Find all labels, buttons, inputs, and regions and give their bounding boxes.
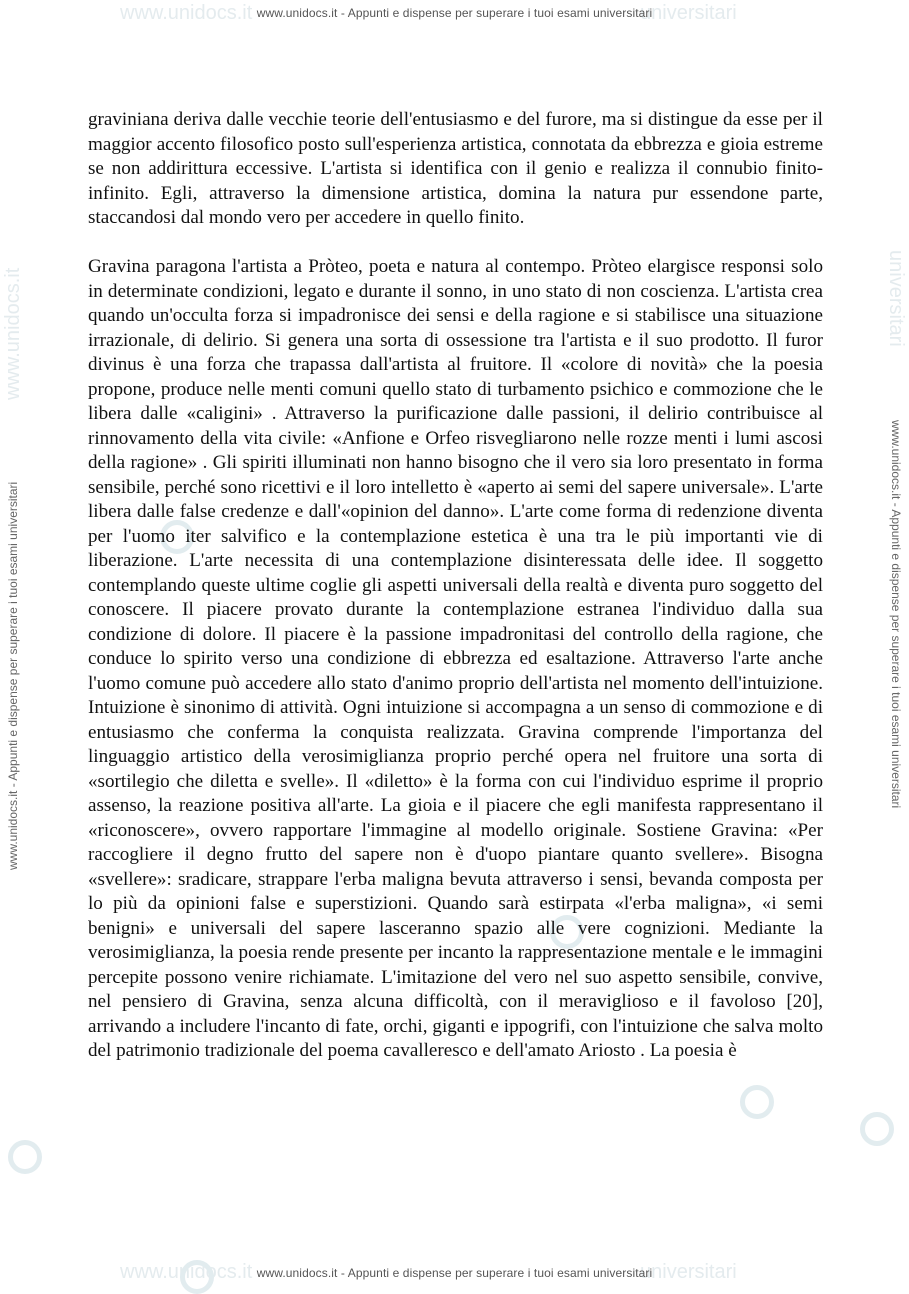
right-watermark-text: www.unidocs.it - Appunti e dispense per superare i tuoi esami universitari [889,420,903,809]
right-faint-watermark: universitari [885,250,907,347]
faint-watermark-bottom-right: universitari [640,1261,737,1283]
right-side-watermark [879,0,909,1286]
paragraph: Gravina paragona l'artista a Pròteo, poeta e natura al contempo. Pròteo elargisce responsi solo in determinate condizioni, legato e durante il sonno, in uno stato di non coscienza. L'artista crea quando un'occulta forza si impadronisce dei sensi e della ragione e si stabilisce una situazione irrazionale, di delirio. Si genera una sorta di ossessione tra l'artista e il suo prodotto. Il furor divinus è una forza che trapassa dall'artista al fruitore. Il «colore di novità» che la poesia propone, produce nelle menti comuni quello stato di turbamento psichico e commozione che le libera dalle «caligini» . Attraverso la purificazione dalle passioni, il delirio contribuisce al rinnovamento della vita civile: «Anfione e Orfeo risvegliarono nelle rozze menti i lumi ascosi della ragione» . Gli spiriti illuminati non hanno bisogno che il vero sia loro presentato in forma sensibile, perché sono ricettivi e il loro intelletto è «aperto ai semi del sapere universale». L'arte libera dalle false credenze e dall'«opinion del danno». L'arte come forma di redenzione diventa per l'uomo iter salvifico e la contemplazione estetica è una tra le più importanti vie di liberazione. L'arte necessita di una contemplazione disinteressata delle idee. Il soggetto contemplando queste ultime coglie gli aspetti universali della realtà e diventa puro soggetto del conoscere. Il piacere provato durante la contemplazione estranea l'individuo dalla sua condizione di dolore. Il piacere è la passione impadronitasi del controllo della ragione, che conduce lo spirito verso una condizione di ebbrezza ed esaltazione. Attraverso l'arte anche l'uomo comune può accedere allo stato d'animo proprio dell'artista nel momento dell'intuizione. Intuizione è sinonimo di attività. Ogni intuizione si accompagna a un senso di commozione e di entusiasmo che conferma la conquista realizzata. Gravina comprende l'importanza del linguaggio artistico della verosimiglianza proprio perché opera nel fruitore una sorta di «sortilegio che diletta e svelle». Il «diletto» è la forma con cui l'individuo esprime il proprio assenso, la reazione positiva all'arte. La gioia e il piacere che egli manifesta rappresentano il «riconoscere», ovvero rapportare l'immagine al modello originale. Sostiene Gravina: «Per raccogliere il degno frutto del sapere non è d'uopo piantare quanto svellere». Bisogna «svellere»: sradicare, strappare l'erba maligna bevuta attraverso i sensi, bevanda composta per lo più da opinioni false e superstizioni. Quando sarà estirpata «l'erba maligna», «i semi benigni» e universali del sapere lasceranno spazio alle vere cognizioni. Mediante la verosimiglianza, la poesia rende presente per incanto la rappresentazione mentale e le immagini percepite possono venire richiamate. L'imitazione del vero nel suo aspetto sensibile, convive, nel pensiero di Gravina, senza alcuna difficoltà, con il meraviglioso e il favoloso [20], arrivando a includere l'incanto di fate, orchi, giganti e ippogrifi, con l'intuizione che salva molto del patrimonio tradizionale del poema cavalleresco e dell'amato Ariosto . La poesia è [88,256,823,1061]
footer-watermark: www.unidocs.it - Appunti e dispense per superare i tuoi esami universitari [256,1266,653,1280]
faint-watermark-top-left: www.unidocs.it [120,2,253,24]
header-watermark: www.unidocs.it - Appunti e dispense per superare i tuoi esami universitari [256,6,653,20]
unidocs-logo-icon [740,1085,774,1119]
paragraph: graviniana deriva dalle vecchie teorie dell'entusiasmo e del furore, ma si distingue da esse per il maggior accento filosofico posto sull'esperienza artistica, connotata da ebbrezza e gioia estreme se non addirittura eccessive. L'artista si identifica con il genio e realizza il connubio finito-infinito. Egli, attraverso la dimensione artistica, domina la natura pur essendone parte, staccandosi dal mondo vero per accedere in quello finito. [88,109,823,228]
faint-watermark-top-right: universitari [640,2,737,24]
faint-watermark-bottom-left: www.unidocs.it [120,1261,253,1283]
document-body [88,108,823,1064]
left-faint-watermark: www.unidocs.it [2,267,24,400]
left-side-watermark [0,0,30,1286]
left-watermark-text: www.unidocs.it - Appunti e dispense per superare i tuoi esami universitari [6,481,20,870]
